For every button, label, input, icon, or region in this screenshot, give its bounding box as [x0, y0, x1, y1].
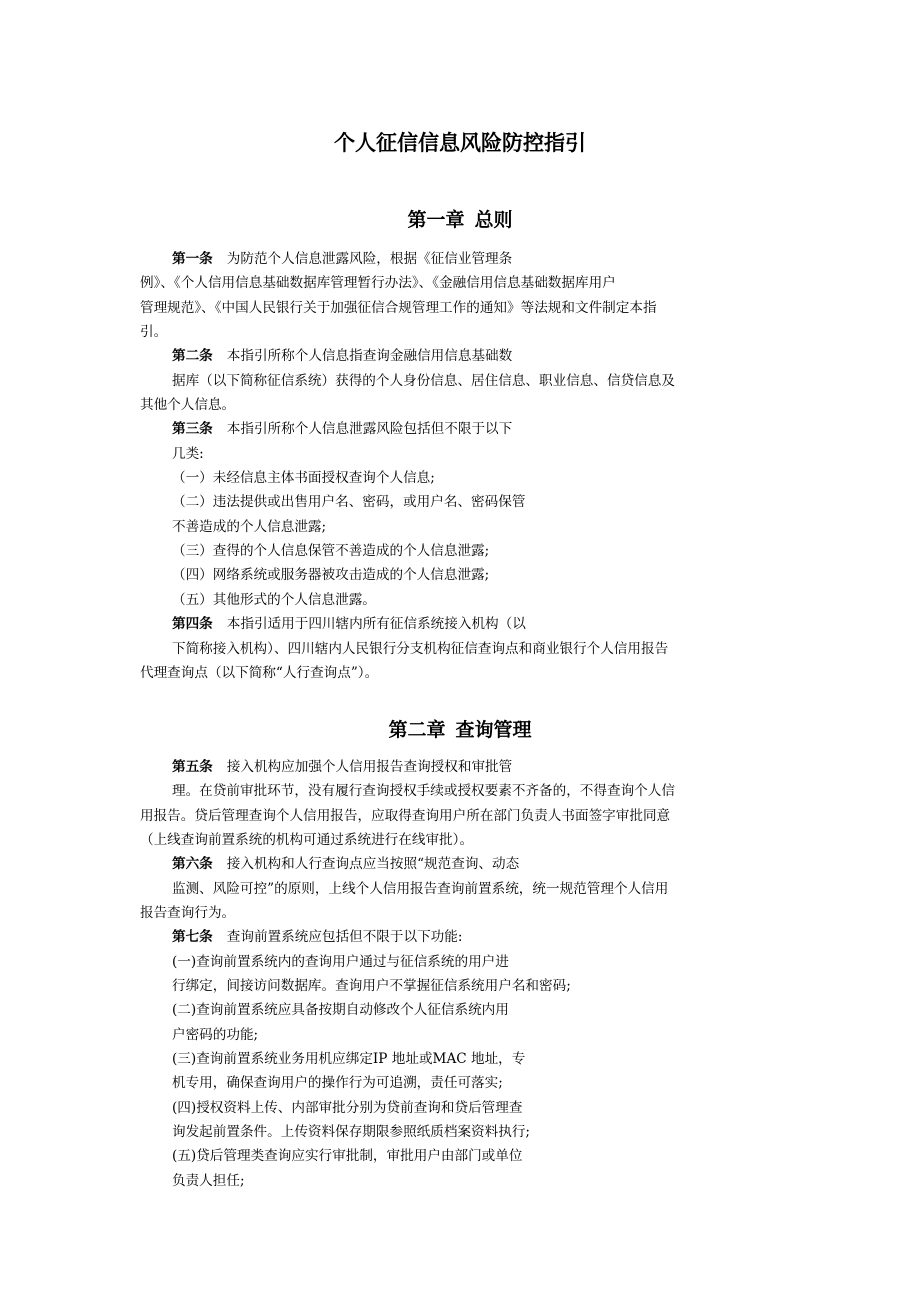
article-first-line — [172, 853, 519, 875]
page-title: 个人征信信息风险防控指引 — [334, 131, 586, 155]
article-label: 第一条 — [172, 251, 213, 267]
list-item: (一)查询前置系统内的查询用户通过与征信系统的用户进 — [172, 954, 509, 970]
text-line: 负责人担任; — [172, 1173, 245, 1189]
chapter-number: 第一章 — [407, 209, 465, 231]
text-line: （上线查询前置系统的机构可通过系统进行在线审批）。 — [140, 832, 474, 848]
article-label: 第三条 — [172, 421, 213, 437]
text-line: 行绑定，间接访问数据库。查询用户不掌握征信系统用户名和密码; — [172, 978, 571, 994]
chapter-name: 总则 — [474, 209, 513, 231]
chapter-heading — [0, 716, 920, 744]
text-line: 询发起前置条件。上传资料保存期限参照纸质档案资料执行; — [172, 1124, 531, 1140]
text-line: 监测、风险可控”的原则，上线个人信用报告查询前置系统，统一规范管理个人信用 — [172, 881, 669, 897]
article-first-line — [172, 345, 512, 367]
text-line: 户密码的功能; — [172, 1027, 259, 1043]
list-item: （三）查得的个人信息保管不善造成的个人信息泄露; — [172, 543, 490, 559]
list-item: （二）违法提供或出售用户名、密码，或用户名、密码保管 — [172, 494, 526, 510]
article-first-line — [172, 613, 526, 635]
chapter-heading — [0, 206, 920, 234]
list-item: (三)查询前置系统业务用机应绑定IP 地址或MAC 地址，专 — [172, 1051, 526, 1067]
article-text: 接入机构应加强个人信用报告查询授权和审批管 — [226, 759, 513, 775]
article-first-line — [172, 756, 512, 778]
text-line: 不善造成的个人信息泄露; — [172, 519, 327, 535]
article-text: 本指引适用于四川辖内所有征信系统接入机构（以 — [226, 616, 526, 632]
article-text: 查询前置系统应包括但不限于以下功能: — [226, 929, 463, 945]
chapter-number: 第二章 — [388, 719, 446, 741]
text-line: 下简称接入机构）、四川辖内人民银行分支机构征信查询点和商业银行个人信用报告 — [172, 641, 669, 657]
text-line: 例》、《个人信用信息基础数据库管理暂行办法》、《金融信用信息基础数据库用户 — [140, 275, 616, 291]
list-item: (二)查询前置系统应具备按期自动修改个人征信系统内用 — [172, 1002, 509, 1018]
list-item: (五)贷后管理类查询应实行审批制，审批用户由部门或单位 — [172, 1148, 523, 1164]
list-item: （五）其他形式的个人信息泄露。 — [172, 592, 376, 608]
text-line: 用报告。贷后管理查询个人信用报告，应取得查询用户所在部门负责人书面签字审批同意 — [140, 808, 671, 824]
article-label: 第六条 — [172, 856, 213, 872]
text-line: 机专用，确保查询用户的操作行为可追溯，责任可落实; — [172, 1075, 503, 1091]
article-label: 第四条 — [172, 616, 213, 632]
chapter-name: 查询管理 — [455, 719, 532, 741]
text-line: 其他个人信息。 — [140, 397, 236, 413]
list-item: （一）未经信息主体书面授权查询个人信息; — [172, 470, 435, 486]
article-first-line — [172, 248, 512, 270]
article-label: 第七条 — [172, 929, 213, 945]
text-line: 据库（以下简称征信系统）获得的个人身份信息、居住信息、职业信息、信贷信息及 — [172, 373, 675, 389]
text-line: 理。在贷前审批环节，没有履行查询授权手续或授权要素不齐备的，不得查询个人信 — [172, 783, 675, 799]
text-line: 管理规范》、《中国人民银行关于加强征信合规管理工作的通知》等法规和文件制定本指 — [140, 300, 657, 316]
article-text: 本指引所称个人信息指查询金融信用信息基础数 — [226, 348, 513, 364]
article-text: 为防范个人信息泄露风险，根据《征信业管理条 — [226, 251, 513, 267]
text-line: 几类: — [172, 446, 204, 462]
text-line: 代理查询点（以下简称“人行查询点”）。 — [140, 665, 379, 681]
text-line: 引。 — [140, 324, 168, 340]
article-first-line — [172, 418, 512, 440]
list-item: (四)授权资料上传、内部审批分别为贷前查询和贷后管理查 — [172, 1100, 523, 1116]
article-label: 第二条 — [172, 348, 213, 364]
list-item: （四）网络系统或服务器被攻击造成的个人信息泄露; — [172, 567, 490, 583]
article-first-line — [172, 926, 462, 948]
article-text: 接入机构和人行查询点应当按照“规范查询、动态 — [226, 856, 520, 872]
article-text: 本指引所称个人信息泄露风险包括但不限于以下 — [226, 421, 513, 437]
article-label: 第五条 — [172, 759, 213, 775]
text-line: 报告查询行为。 — [140, 905, 236, 921]
